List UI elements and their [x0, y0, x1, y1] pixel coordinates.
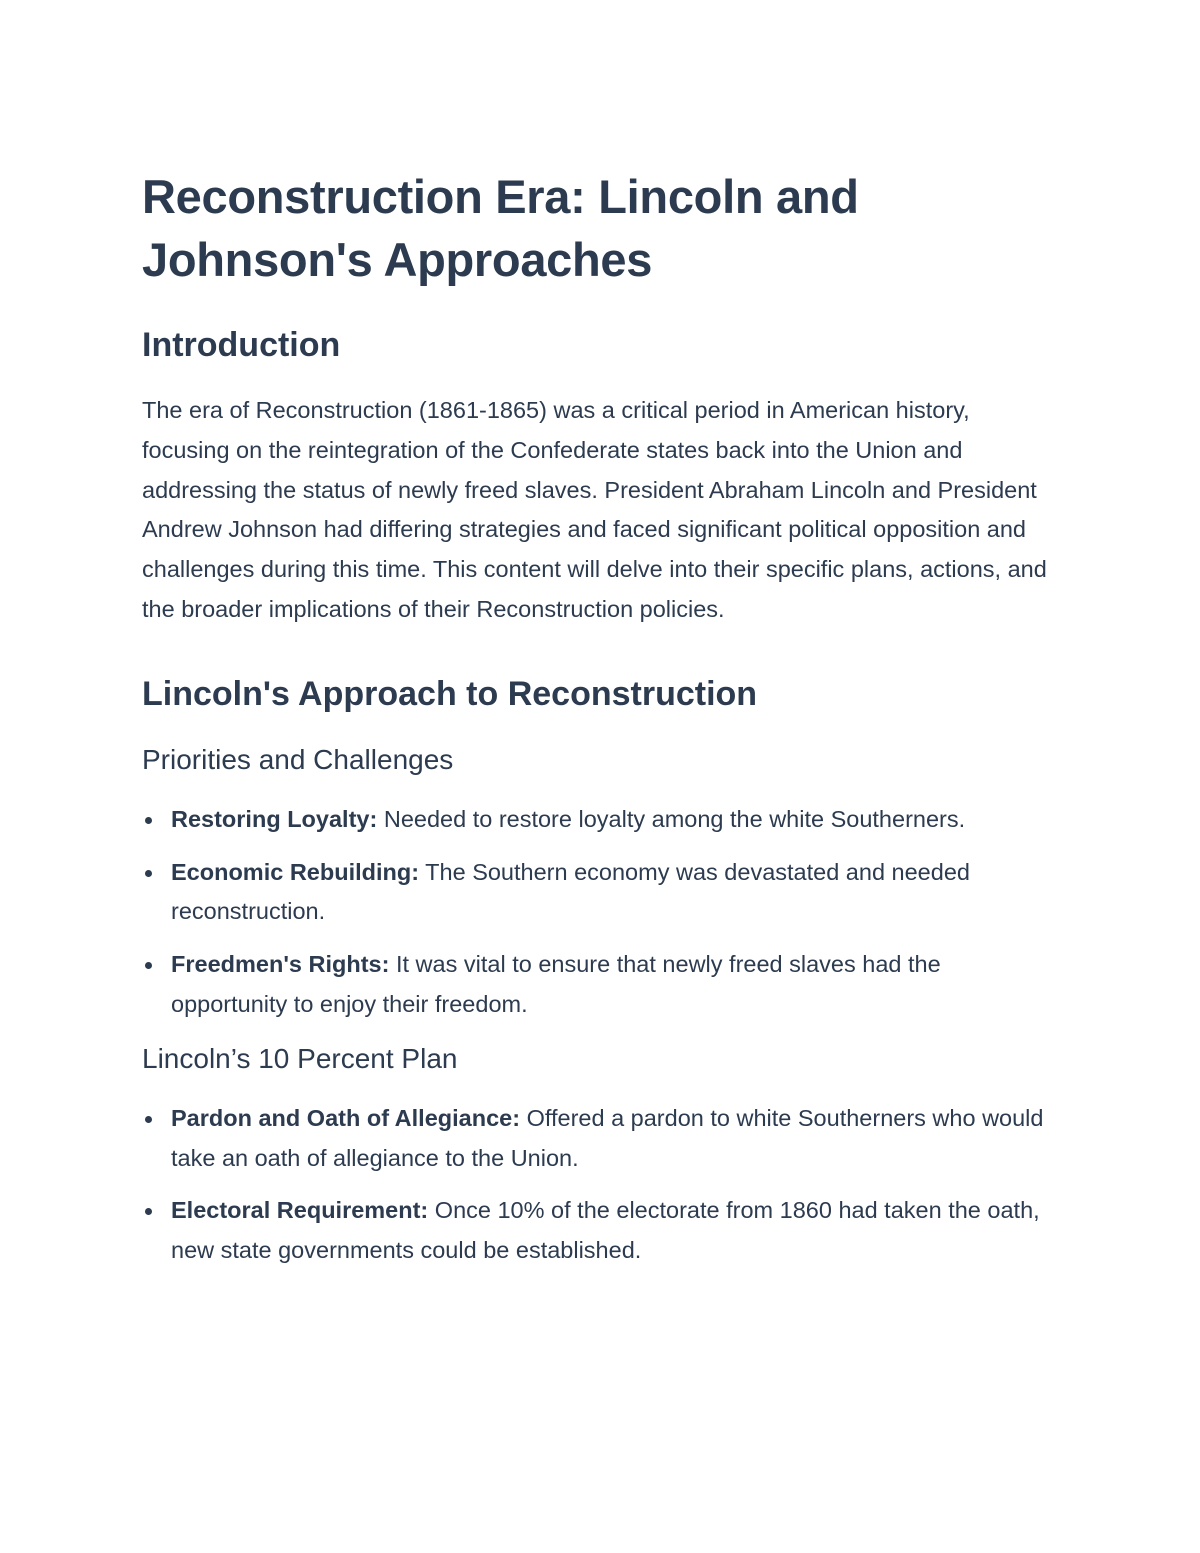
lincoln-section-heading: Lincoln's Approach to Reconstruction	[142, 674, 758, 713]
list-item	[142, 800, 1062, 840]
list-item-label: Restoring Loyalty:	[171, 805, 378, 832]
list-item-label: Electoral Requirement:	[171, 1197, 429, 1224]
priorities-heading: Priorities and Challenges	[142, 743, 454, 775]
list-item-text: Offered a pardon to white Southerners who would take an oath of allegiance to the Union.	[171, 1104, 1044, 1171]
list-item-text: The Southern economy was devastated and needed reconstruction.	[171, 858, 970, 925]
document-page	[142, 165, 1062, 1284]
introduction-paragraph: The era of Reconstruction (1861-1865) was a critical period in American history, focusing on the reintegration of the Confederate states back into the Union and addressing the status of newly freed slaves. President Abraham Lincoln and President Andrew Johnson had differing strategies and faced significant political opposition and challenges during this time. This content will delve into their specific plans, actions, and the broader implications of their Reconstruction policies.	[142, 397, 1047, 622]
bullet-icon	[145, 1208, 152, 1215]
bullet-icon	[145, 1116, 152, 1123]
bullet-icon	[145, 870, 152, 877]
introduction-heading: Introduction	[142, 326, 341, 364]
ten-percent-plan-heading: Lincoln’s 10 Percent Plan	[142, 1042, 458, 1074]
ten-percent-plan-list	[142, 1099, 1062, 1271]
priorities-list	[142, 800, 1062, 1025]
list-item-text: Once 10% of the electorate from 1860 had taken the oath, new state governments could be established.	[171, 1197, 1040, 1264]
list-item	[142, 945, 1062, 1025]
list-item	[142, 1099, 1062, 1179]
list-item-label: Economic Rebuilding:	[171, 858, 420, 885]
bullet-icon	[145, 962, 152, 969]
bullet-icon	[145, 817, 152, 824]
list-item-text: Needed to restore loyalty among the white Southerners.	[377, 805, 966, 832]
list-item-text: It was vital to ensure that newly freed slaves had the opportunity to enjoy their freedom.	[171, 951, 941, 1017]
list-item	[142, 1191, 1062, 1271]
document-title: Reconstruction Era: Lincoln and Johnson's Approaches	[142, 170, 859, 286]
list-item	[142, 853, 1062, 933]
list-item-label: Freedmen's Rights:	[171, 951, 390, 978]
list-item-label: Pardon and Oath of Allegiance:	[171, 1104, 521, 1131]
